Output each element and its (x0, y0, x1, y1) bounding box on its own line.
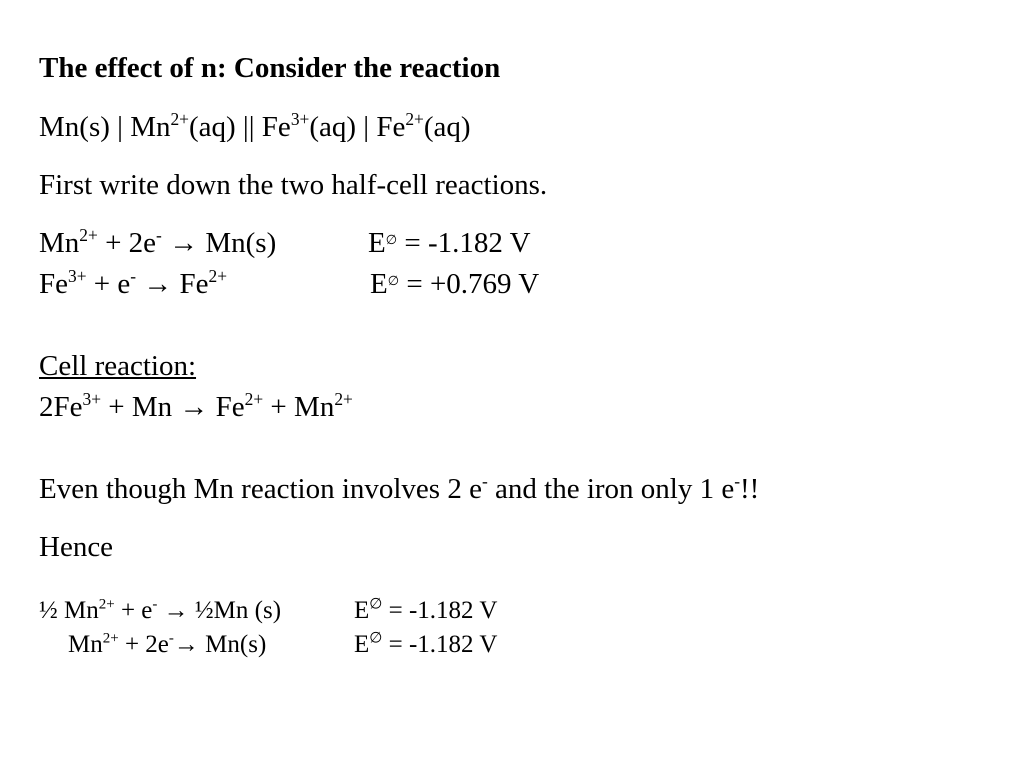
original-half-reaction: $Mn^{2+} + 2e^-\to Mn(s)$ E∅ = -1.182 V (68, 630, 498, 658)
original-standard-potential: E∅ = -1.182 V (354, 630, 498, 658)
hence-text: Hence (39, 531, 114, 563)
standard-potential-mn: E∅ = -1.182 V (368, 227, 531, 259)
scaled-standard-potential: E∅ = -1.182 V (354, 596, 498, 624)
electron-note: Even though Mn reaction involves 2 e- and the iron only 1 e-!! (39, 471, 760, 505)
half-reaction-fe: $Fe^{3+} + e^- \to Fe^{2+}$ E∅ = +0.769 V (39, 266, 540, 300)
instruction-text: First write down the two half-cell reactions. (39, 169, 548, 201)
cell-notation: Mn(s) | $Mn^{2+}(aq)$ || $Fe^{3+}(aq)$ | $Fe^{2+}(aq)$ (39, 109, 471, 143)
slide-heading: The effect of n: Consider the reaction (39, 52, 501, 84)
cell-reaction: $2Fe^{3+} + Mn \to Fe^{2+} + Mn^{2+}$ (39, 389, 353, 423)
standard-potential-fe: E∅ = +0.769 V (370, 268, 540, 300)
cell-reaction-label: Cell reaction: (39, 350, 197, 382)
half-reaction-mn: $Mn^{2+} + 2e^- \to Mn(s)$ E∅ = -1.182 V (39, 225, 531, 259)
scaled-half-reaction: ½ $Mn^{2+} + e^-$ → ½Mn (s) E∅ = -1.182 V (39, 596, 498, 624)
